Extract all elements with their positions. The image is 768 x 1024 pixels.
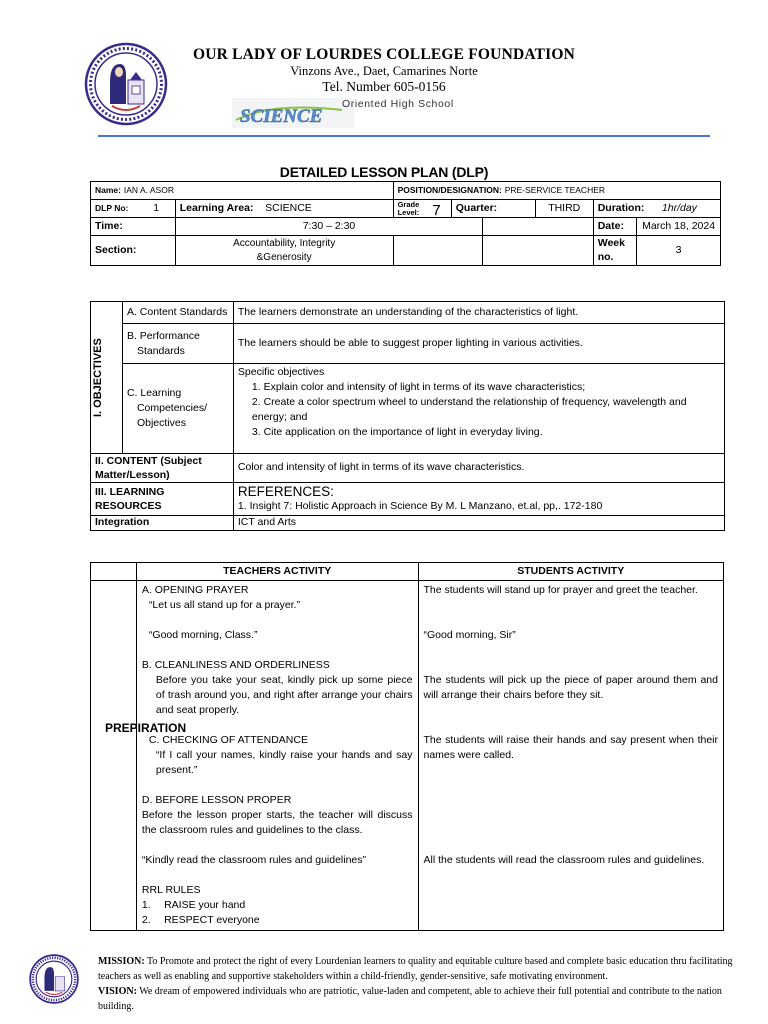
week-value: 3 — [637, 236, 721, 266]
duration-value: 1hr/day — [661, 201, 697, 214]
section-value-2: &Generosity — [256, 251, 312, 263]
reference-1: 1. Insight 7: Holistic Approach in Science By M. L Manzano, et.al, pp,. 172-180 — [237, 500, 603, 512]
students-read-rules: All the students will read the classroom rules and guidelines. — [423, 854, 705, 866]
students-activity-cell — [418, 581, 724, 931]
grade-cell — [393, 200, 451, 218]
learning-competencies-label-1: C. Learning — [126, 387, 182, 399]
performance-standards-label-1: B. Performance — [126, 329, 200, 342]
activities-corner-cell — [91, 563, 137, 581]
quarter-value: THIRD — [535, 200, 593, 218]
blank-cell — [393, 236, 483, 266]
footer-seal-logo — [29, 954, 79, 1004]
attendance-text: “If I call your names, kindly raise your hands and say present.” — [155, 749, 413, 776]
mission-label: MISSION: — [98, 956, 145, 967]
section-value — [175, 236, 393, 266]
science-banner-text: SCIENCE — [240, 106, 323, 127]
position-value: PRE-SERVICE TEACHER — [504, 184, 606, 195]
rrl-rule-1: 1. RAISE your hand — [141, 899, 246, 911]
learning-area-value: SCIENCE — [265, 201, 312, 214]
content-standards-label: A. Content Standards — [122, 302, 233, 324]
quarter-label: Quarter: — [451, 200, 535, 218]
date-label: Date: — [593, 218, 636, 236]
read-rules-line: “Kindly read the classroom rules and guidelines” — [141, 854, 367, 866]
objectives-table — [90, 301, 725, 531]
objective-3: 3. Cite application on the importance of light in everyday living. — [251, 426, 543, 438]
section-label: Section: — [91, 236, 176, 266]
name-cell — [91, 182, 394, 200]
dlp-value: 1 — [138, 200, 176, 218]
teachers-activity-header: TEACHERS ACTIVITY — [136, 563, 418, 581]
vision-paragraph — [98, 984, 758, 1014]
objectives-vertical-label: I. OBJECTIVES — [92, 338, 104, 417]
cleanliness-title: B. CLEANLINESS AND ORDERLINESS — [141, 659, 330, 671]
header-divider — [98, 135, 710, 137]
duration-cell — [593, 200, 720, 218]
learning-competencies-label — [122, 364, 233, 454]
grade-value: 7 — [432, 202, 441, 219]
vision-text: We dream of empowered individuals who are patriotic, value-laden and competent, able to achieve their full potential and contribute to the nation building. — [98, 986, 722, 1012]
learning-competencies-value — [233, 364, 724, 454]
content-label: II. CONTENT (Subject Matter/Lesson) — [91, 454, 234, 483]
section-value-1: Accountability, Integrity — [233, 237, 336, 249]
time-label: Time: — [91, 218, 176, 236]
before-lesson-text: Before the lesson proper starts, the teacher will discuss the classroom rules and guidelines to the class. — [141, 809, 413, 836]
week-label: Week no. — [593, 236, 636, 266]
grade-label-1: Grade — [397, 199, 420, 209]
objective-2: 2. Create a color spectrum wheel to understand the relationship of frequency, wavelength and energy; and — [251, 396, 687, 423]
rrl-rule-2: 2. RESPECT everyone — [141, 914, 260, 926]
science-banner-logo — [232, 98, 354, 128]
school-name: OUR LADY OF LOURDES COLLEGE FOUNDATION — [192, 46, 576, 63]
performance-standards-label — [122, 324, 233, 364]
references-title: REFERENCES: — [237, 484, 334, 499]
learning-competencies-label-3: Objectives — [136, 417, 186, 429]
activities-table — [90, 562, 724, 931]
oriented-high-school-text: Oriented High School — [342, 98, 454, 110]
rrl-rules-title: RRL RULES — [141, 884, 201, 896]
mission-vision-block — [98, 954, 758, 1014]
name-label: Name: — [95, 184, 121, 195]
mission-text: To Promote and protect the right of every Lourdenian learners to quality and equitable culture based and complete basic education thru facilitating teachers as well as enabling and supportive stakeholders within a child-friendly, gender-sensitive, safe motivating environment. — [98, 956, 733, 982]
duration-label: Duration: — [597, 201, 645, 214]
students-good-morning: “Good morning, Sir” — [423, 629, 516, 641]
school-telephone: Tel. Number 605-0156 — [322, 79, 446, 94]
blank-cell — [483, 218, 593, 236]
mission-paragraph — [98, 954, 758, 984]
performance-standards-label-2: Standards — [136, 344, 185, 357]
opening-prayer-title: A. OPENING PRAYER — [141, 584, 249, 596]
teachers-activity-cell — [136, 581, 418, 931]
students-cleanliness: The students will pick up the piece of paper around them and will arrange their chairs before they sit. — [423, 674, 718, 701]
lesson-info-table — [90, 181, 721, 266]
integration-label: Integration — [91, 516, 234, 531]
good-morning-class: “Good morning, Class.” — [148, 629, 258, 641]
learning-area-cell — [175, 200, 393, 218]
cleanliness-text: Before you take your seat, kindly pick up some piece of trash around you, and right after arrange your chairs and seat properly. — [155, 674, 413, 716]
specific-objectives-intro: Specific objectives — [237, 366, 325, 378]
date-value: March 18, 2024 — [637, 218, 721, 236]
before-lesson-title: D. BEFORE LESSON PROPER — [141, 794, 292, 806]
students-prayer: The students will stand up for prayer and greet the teacher. — [423, 584, 698, 596]
performance-standards-value: The learners should be able to suggest proper lighting in various activities. — [233, 324, 724, 364]
document-title: DETAILED LESSON PLAN (DLP) — [279, 164, 489, 180]
content-standards-value: The learners demonstrate an understanding of the characteristics of light. — [233, 302, 724, 324]
opening-prayer-line: “Let us all stand up for a prayer.” — [148, 599, 301, 611]
learning-resources-label: III. LEARNING RESOURCES — [91, 483, 234, 516]
learning-competencies-label-2: Competencies/ — [136, 402, 207, 414]
students-attendance: The students will raise their hands and say present when their names were called. — [423, 734, 718, 761]
attendance-title: C. CHECKING OF ATTENDANCE — [148, 734, 308, 746]
position-cell — [393, 182, 720, 200]
learning-area-label: Learning Area: — [179, 201, 254, 214]
preparation-label: PREPIRATION — [105, 721, 187, 735]
integration-value: ICT and Arts — [233, 516, 724, 531]
objectives-vertical-cell — [91, 302, 123, 454]
vision-label: VISION: — [98, 986, 137, 997]
position-label: POSITION/DESIGNATION: — [397, 184, 502, 195]
school-address: Vinzons Ave., Daet, Camarines Norte — [290, 64, 478, 78]
students-activity-header: STUDENTS ACTIVITY — [418, 563, 724, 581]
time-value: 7:30 – 2:30 — [175, 218, 483, 236]
dlp-label: DLP No: — [91, 200, 138, 218]
name-value: IAN A. ASOR — [123, 184, 174, 195]
blank-cell — [483, 236, 593, 266]
grade-label-2: Level: — [397, 207, 420, 217]
content-value: Color and intensity of light in terms of its wave characteristics. — [233, 454, 724, 483]
learning-resources-value — [233, 483, 724, 516]
objective-1: 1. Explain color and intensity of light in terms of its wave characteristics; — [251, 381, 586, 393]
